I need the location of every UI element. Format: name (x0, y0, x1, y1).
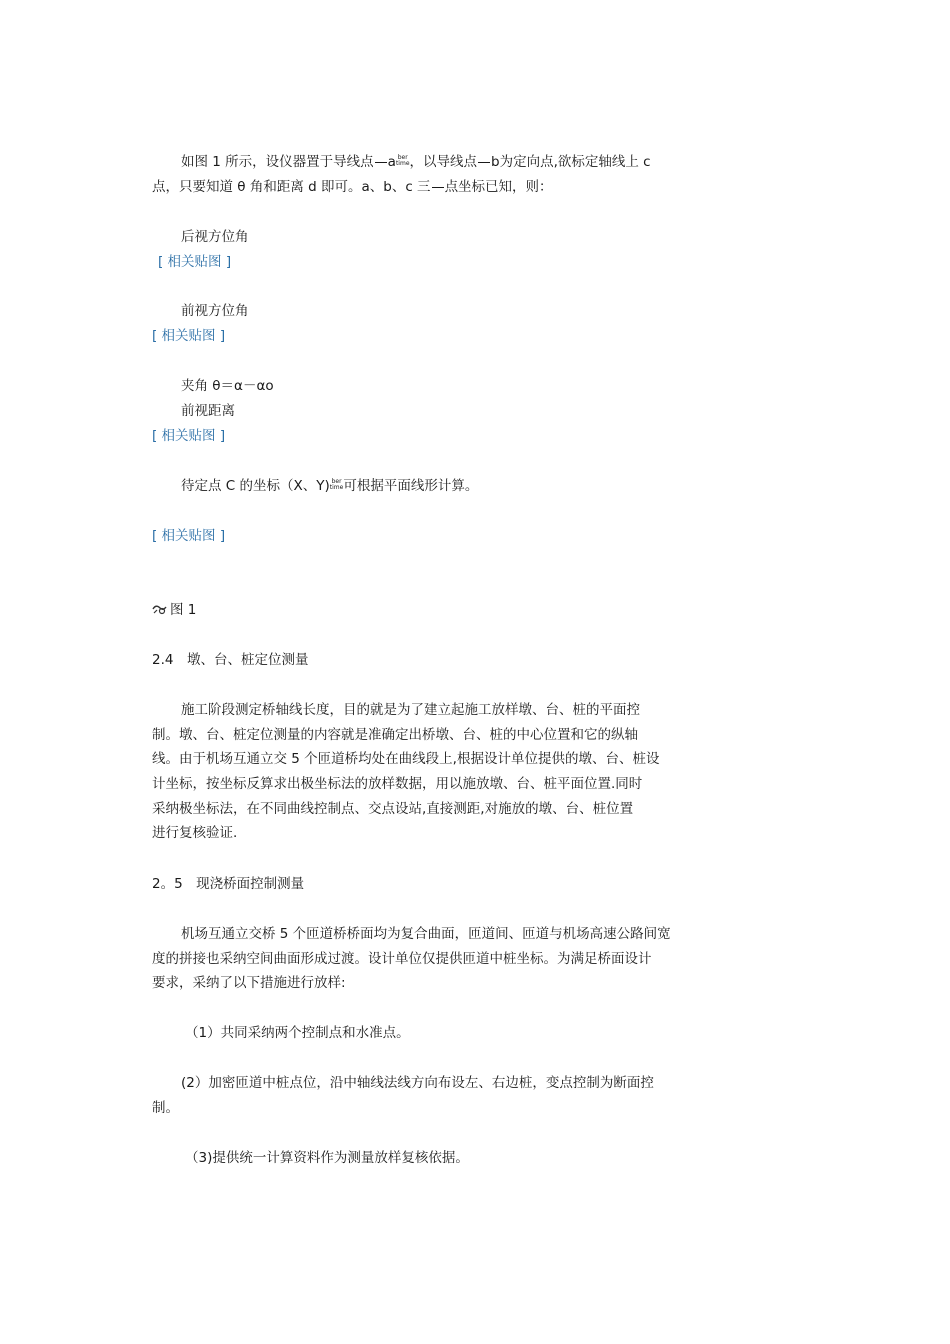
text: 待定点 C 的坐标（X、Y) (181, 478, 330, 494)
list-item-2-line-1: (2）加密匝道中桩点位，沿中轴线法线方向布设左、右边桩，变点控制为断面控 (181, 1075, 654, 1091)
text: 点坐标已知，则： (444, 179, 553, 195)
broken-image-icon (152, 602, 168, 616)
paragraph-line: 机场互通立交桥 5 个匝道桥桥面均为复合曲面，匝道间、匝道与机场高速公路间宽 (181, 926, 671, 942)
figure-label: 图 1 (170, 602, 197, 618)
text: 点，只要知道 θ 角和距离 d 即可。a、b、c 三 (152, 179, 431, 195)
paragraph-line: 要求，采纳了以下措施进行放样: (152, 975, 346, 991)
paragraph-line: 施工阶段测定桥轴线长度，目的就是为了建立起施工放样墩、台、桩的平面控 (181, 702, 640, 718)
superscript-artifact: ber time (329, 478, 344, 491)
list-item-1: （1）共同采纳两个控制点和水准点。 (185, 1025, 410, 1041)
angle-formula: 夹角 θ＝α－αo (181, 378, 274, 394)
text: 为定向点,欲标定轴线上 c (499, 154, 651, 170)
figure-caption (152, 601, 196, 619)
related-image-link[interactable]: [ 相关贴图 ] (152, 328, 226, 344)
point-b: b (491, 154, 500, 170)
front-distance-label: 前视距离 (181, 403, 235, 419)
list-item-3: （3)提供统一计算资料作为测量放样复核依据。 (185, 1150, 469, 1166)
related-image-link[interactable]: [ 相关贴图 ] (158, 254, 232, 270)
section-heading-2-4: 2.4 墩、台、桩定位测量 (152, 652, 309, 668)
underline-blank (432, 187, 444, 188)
underline-blank (375, 162, 387, 163)
related-image-link[interactable]: [ 相关贴图 ] (152, 428, 226, 444)
text: 可根据平面线形计算。 (343, 478, 479, 494)
paragraph-line: 度的拼接也采纳空间曲面形成过渡。设计单位仅提供匝道中桩坐标。为满足桥面设计 (152, 951, 652, 967)
text: ，以导线点 (409, 154, 478, 170)
back-azimuth-label: 后视方位角 (181, 229, 249, 245)
text: 如图 1 所示，设仪器置于导线点 (181, 154, 374, 170)
coordinate-line (181, 477, 478, 495)
related-image-link[interactable]: [ 相关贴图 ] (152, 528, 226, 544)
paragraph-1-line-2 (152, 178, 553, 196)
list-item-2-line-2: 制。 (152, 1100, 179, 1116)
front-azimuth-label: 前视方位角 (181, 303, 249, 319)
paragraph-line: 进行复核验证. (152, 825, 238, 841)
underline-blank (478, 162, 490, 163)
paragraph-1-line-1 (181, 153, 651, 171)
paragraph-line: 制。墩、台、桩定位测量的内容就是准确定出桥墩、台、桩的中心位置和它的纵轴 (152, 727, 638, 743)
superscript-artifact: ber time (395, 154, 410, 167)
point-a: a (387, 154, 396, 170)
paragraph-line: 计坐标，按坐标反算求出极坐标法的放样数据，用以施放墩、台、桩平面位置.同时 (152, 776, 643, 792)
paragraph-line: 线。由于机场互通立交 5 个匝道桥均处在曲线段上,根据设计单位提供的墩、台、桩设 (152, 751, 660, 767)
paragraph-line: 采纳极坐标法，在不同曲线控制点、交点设站,直接测距,对施放的墩、台、桩位置 (152, 801, 634, 817)
section-heading-2-5: 2。5 现浇桥面控制测量 (152, 876, 305, 892)
